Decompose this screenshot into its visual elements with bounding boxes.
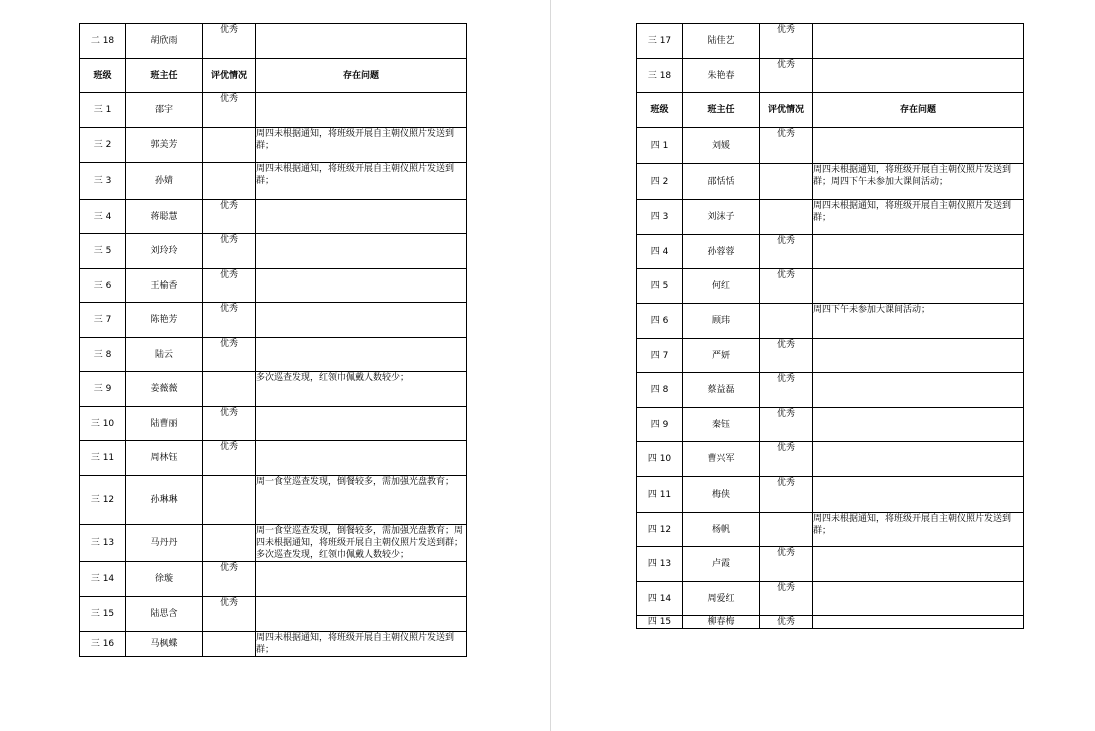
issue-cell <box>813 235 1024 269</box>
evaluation-cell: 优秀 <box>203 597 256 632</box>
class-cell: 三 10 <box>80 407 126 441</box>
evaluation-cell <box>203 632 256 657</box>
issue-cell <box>813 408 1024 442</box>
issue-cell <box>813 128 1024 164</box>
table-row <box>637 59 1024 93</box>
class-cell: 三 6 <box>80 269 126 303</box>
issue-cell <box>813 59 1024 93</box>
header-class: 班级 <box>80 59 126 93</box>
table-row <box>637 442 1024 477</box>
evaluation-cell: 优秀 <box>760 442 813 477</box>
header-issues: 存在问题 <box>256 59 467 93</box>
evaluation-cell: 优秀 <box>203 441 256 476</box>
issue-cell <box>256 441 467 476</box>
issue-cell <box>256 303 467 338</box>
teacher-cell: 徐璇 <box>126 562 203 597</box>
teacher-cell: 顾玮 <box>683 304 760 339</box>
issue-cell: 周一食堂巡查发现，倒餐较多，需加强光盘教育；周四未根据通知，将班级开展自主朝仪照片发送到群；多次巡查发现，红领巾佩戴人数较少； <box>256 525 467 562</box>
class-cell: 三 9 <box>80 372 126 407</box>
teacher-cell: 陈艳芳 <box>126 303 203 338</box>
evaluation-cell: 优秀 <box>760 128 813 164</box>
issue-cell <box>813 582 1024 616</box>
table-row <box>80 441 467 476</box>
teacher-cell: 孙琳琳 <box>126 476 203 525</box>
class-cell: 四 8 <box>637 373 683 408</box>
table-row <box>637 269 1024 304</box>
class-cell: 三 5 <box>80 234 126 269</box>
teacher-cell: 陆佳艺 <box>683 24 760 59</box>
issue-cell <box>813 24 1024 59</box>
table-row <box>637 164 1024 200</box>
teacher-cell: 郭美芳 <box>126 128 203 163</box>
teacher-cell: 马枫蝶 <box>126 632 203 657</box>
table-row <box>637 547 1024 582</box>
evaluation-cell <box>203 128 256 163</box>
issue-cell <box>256 597 467 632</box>
evaluation-cell: 优秀 <box>760 616 813 629</box>
teacher-cell: 邵宇 <box>126 93 203 128</box>
teacher-cell: 马丹丹 <box>126 525 203 562</box>
class-cell: 二 18 <box>80 24 126 59</box>
class-cell: 三 15 <box>80 597 126 632</box>
table-row <box>637 304 1024 339</box>
class-cell: 四 11 <box>637 477 683 513</box>
teacher-cell: 孙蓉蓉 <box>683 235 760 269</box>
evaluation-cell <box>203 525 256 562</box>
header-teacher: 班主任 <box>683 93 760 128</box>
teacher-cell: 邵恬恬 <box>683 164 760 200</box>
table-row <box>80 338 467 372</box>
table-row <box>637 128 1024 164</box>
table-row <box>80 597 467 632</box>
table-row <box>80 163 467 200</box>
header-row <box>80 59 467 93</box>
header-class: 班级 <box>637 93 683 128</box>
teacher-cell: 刘玲玲 <box>126 234 203 269</box>
class-cell: 四 15 <box>637 616 683 629</box>
right-page-table <box>636 23 1024 629</box>
evaluation-cell: 优秀 <box>203 234 256 269</box>
class-cell: 三 17 <box>637 24 683 59</box>
teacher-cell: 梅侠 <box>683 477 760 513</box>
issue-cell: 周四下午未参加大课间活动； <box>813 304 1024 339</box>
class-cell: 三 8 <box>80 338 126 372</box>
teacher-cell: 刘沫子 <box>683 200 760 235</box>
header-issues: 存在问题 <box>813 93 1024 128</box>
header-evaluation: 评优情况 <box>760 93 813 128</box>
table-row <box>637 408 1024 442</box>
teacher-cell: 陆思含 <box>126 597 203 632</box>
evaluation-cell: 优秀 <box>203 338 256 372</box>
evaluation-cell <box>760 304 813 339</box>
teacher-cell: 王榆香 <box>126 269 203 303</box>
evaluation-cell <box>760 164 813 200</box>
header-teacher: 班主任 <box>126 59 203 93</box>
table-row <box>637 582 1024 616</box>
issue-cell: 多次巡查发现，红领巾佩戴人数较少； <box>256 372 467 407</box>
table-row <box>637 616 1024 629</box>
class-cell: 三 7 <box>80 303 126 338</box>
class-cell: 三 12 <box>80 476 126 525</box>
evaluation-cell: 优秀 <box>760 269 813 304</box>
header-row <box>637 93 1024 128</box>
evaluation-cell: 优秀 <box>203 303 256 338</box>
issue-cell <box>256 562 467 597</box>
teacher-cell: 朱艳春 <box>683 59 760 93</box>
table-row <box>637 235 1024 269</box>
class-cell: 四 7 <box>637 339 683 373</box>
issue-cell <box>256 93 467 128</box>
table-row <box>80 562 467 597</box>
evaluation-cell: 优秀 <box>760 408 813 442</box>
issue-cell <box>256 234 467 269</box>
issue-cell <box>813 442 1024 477</box>
issue-cell <box>813 477 1024 513</box>
teacher-cell: 蒋聪慧 <box>126 200 203 234</box>
table-row <box>80 476 467 525</box>
evaluation-cell <box>203 476 256 525</box>
teacher-cell: 何红 <box>683 269 760 304</box>
class-cell: 四 4 <box>637 235 683 269</box>
evaluation-cell: 优秀 <box>760 582 813 616</box>
class-cell: 三 3 <box>80 163 126 200</box>
teacher-cell: 姜薇薇 <box>126 372 203 407</box>
table-row <box>80 269 467 303</box>
class-cell: 三 1 <box>80 93 126 128</box>
issue-cell: 周四未根据通知，将班级开展自主朝仪照片发送到群；周四下午未参加大课间活动； <box>813 164 1024 200</box>
table-row <box>637 477 1024 513</box>
class-cell: 四 3 <box>637 200 683 235</box>
table-row <box>637 200 1024 235</box>
table-row <box>637 513 1024 547</box>
left-page-table <box>79 23 467 657</box>
evaluation-cell: 优秀 <box>203 93 256 128</box>
issue-cell <box>813 339 1024 373</box>
teacher-cell: 陆曹丽 <box>126 407 203 441</box>
evaluation-cell <box>203 163 256 200</box>
class-cell: 四 5 <box>637 269 683 304</box>
class-cell: 四 9 <box>637 408 683 442</box>
teacher-cell: 严妍 <box>683 339 760 373</box>
table-row <box>80 24 467 59</box>
evaluation-cell: 优秀 <box>760 477 813 513</box>
class-cell: 三 11 <box>80 441 126 476</box>
evaluation-cell: 优秀 <box>203 269 256 303</box>
class-cell: 四 6 <box>637 304 683 339</box>
issue-cell: 周四未根据通知，将班级开展自主朝仪照片发送到群； <box>256 128 467 163</box>
issue-cell <box>256 338 467 372</box>
issue-cell <box>256 269 467 303</box>
class-cell: 三 13 <box>80 525 126 562</box>
issue-cell: 周四未根据通知，将班级开展自主朝仪照片发送到群； <box>256 163 467 200</box>
issue-cell: 周一食堂巡查发现，倒餐较多，需加强光盘教育； <box>256 476 467 525</box>
table-row <box>80 303 467 338</box>
issue-cell: 周四未根据通知，将班级开展自主朝仪照片发送到群； <box>256 632 467 657</box>
class-cell: 三 16 <box>80 632 126 657</box>
teacher-cell: 刘媛 <box>683 128 760 164</box>
issue-cell <box>813 547 1024 582</box>
evaluation-cell <box>760 513 813 547</box>
evaluation-cell: 优秀 <box>203 407 256 441</box>
teacher-cell: 周林钰 <box>126 441 203 476</box>
issue-cell <box>813 616 1024 629</box>
teacher-cell: 卢霞 <box>683 547 760 582</box>
table-row <box>80 632 467 657</box>
evaluation-cell: 优秀 <box>203 562 256 597</box>
class-cell: 四 2 <box>637 164 683 200</box>
issue-cell <box>813 373 1024 408</box>
evaluation-cell: 优秀 <box>760 24 813 59</box>
table-row <box>80 234 467 269</box>
evaluation-cell <box>203 372 256 407</box>
class-cell: 三 18 <box>637 59 683 93</box>
evaluation-cell: 优秀 <box>760 59 813 93</box>
class-cell: 四 10 <box>637 442 683 477</box>
issue-cell: 周四未根据通知，将班级开展自主朝仪照片发送到群； <box>813 513 1024 547</box>
issue-cell <box>256 200 467 234</box>
evaluation-cell: 优秀 <box>203 24 256 59</box>
table-row <box>637 373 1024 408</box>
issue-cell: 周四未根据通知，将班级开展自主朝仪照片发送到群； <box>813 200 1024 235</box>
class-cell: 四 12 <box>637 513 683 547</box>
issue-cell <box>813 269 1024 304</box>
class-cell: 四 13 <box>637 547 683 582</box>
evaluation-cell: 优秀 <box>760 373 813 408</box>
table-row <box>637 24 1024 59</box>
issue-cell <box>256 24 467 59</box>
evaluation-cell: 优秀 <box>760 547 813 582</box>
table-row <box>80 93 467 128</box>
class-cell: 三 2 <box>80 128 126 163</box>
issue-cell <box>256 407 467 441</box>
teacher-cell: 蔡益磊 <box>683 373 760 408</box>
teacher-cell: 柳春梅 <box>683 616 760 629</box>
class-cell: 四 14 <box>637 582 683 616</box>
teacher-cell: 孙婧 <box>126 163 203 200</box>
evaluation-cell: 优秀 <box>760 235 813 269</box>
table-row <box>80 525 467 562</box>
evaluation-cell: 优秀 <box>760 339 813 373</box>
table-row <box>80 407 467 441</box>
page-divider <box>550 0 551 731</box>
teacher-cell: 周爱红 <box>683 582 760 616</box>
teacher-cell: 秦钰 <box>683 408 760 442</box>
evaluation-cell: 优秀 <box>203 200 256 234</box>
teacher-cell: 杨帆 <box>683 513 760 547</box>
table-row <box>80 128 467 163</box>
table-row <box>80 372 467 407</box>
teacher-cell: 胡欣雨 <box>126 24 203 59</box>
teacher-cell: 陆云 <box>126 338 203 372</box>
evaluation-cell <box>760 200 813 235</box>
teacher-cell: 曹兴军 <box>683 442 760 477</box>
class-cell: 四 1 <box>637 128 683 164</box>
table-row <box>637 339 1024 373</box>
class-cell: 三 4 <box>80 200 126 234</box>
header-evaluation: 评优情况 <box>203 59 256 93</box>
table-row <box>80 200 467 234</box>
class-cell: 三 14 <box>80 562 126 597</box>
